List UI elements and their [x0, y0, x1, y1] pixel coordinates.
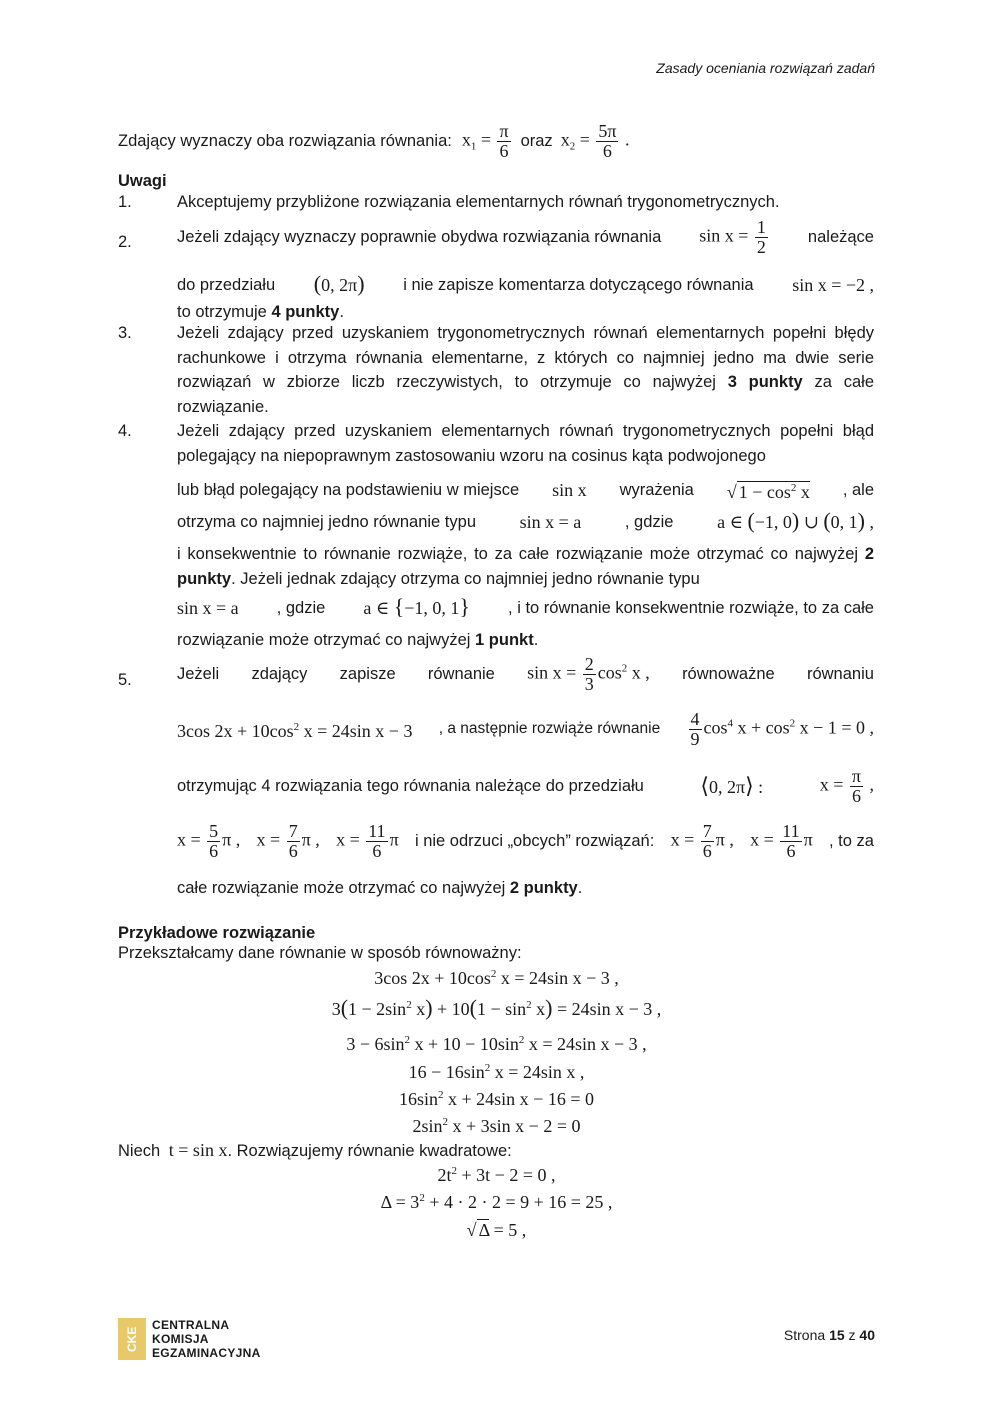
eq-delta: $\Delta = 3^2 + 4 \cdot 2 \cdot 2 = 9 + 16 = 25$ ,	[380, 1192, 613, 1212]
formula-sinx-two-thirds-cos2: sin x = $\frac{2}{3}$ $\cos^2 x$ ,	[527, 654, 650, 694]
remark-4-p6-text: rozwiązanie może otrzymać co najwyżej	[177, 631, 471, 649]
remark-5-line4	[177, 822, 874, 861]
remark-4-p5	[177, 595, 874, 621]
eq-step-1: 3cos $2x + 10\cos^2$ x = 24sin x − 3 ,	[374, 968, 619, 988]
formula-x2: $x_2$ = $\frac{5\pi}{6}$ .	[560, 121, 630, 161]
remark-5-w2: zdający	[251, 665, 308, 684]
remark-5-line2-text: , a następnie rozwiąże równanie	[438, 720, 661, 738]
remark-5-line3-text: otrzymując 4 rozwiązania tego równania należące do przedziału	[177, 777, 644, 796]
remarks-title: Uwagi	[118, 172, 167, 190]
formula-x-pi-6: x = $\frac{\pi}{6}$ ,	[819, 766, 874, 806]
formula-closed-interval: ⟨0, 2π⟩ :	[700, 772, 764, 798]
eq-step-2: $3(1 - 2\sin^2$ $x) + 10(1 - \sin^2 x) = 24\sin$ x − 3 ,	[331, 995, 662, 1020]
remark-5-number: 5.	[118, 671, 132, 689]
remark-4-p5-end: , i to równanie konsekwentnie rozwiąże, to za całe	[508, 598, 874, 617]
formula-x-7pi-6: x = $\frac{7}{6}$ π ,	[256, 821, 320, 861]
cke-logo-text	[152, 1318, 261, 1360]
remark-5-line5-text: całe rozwiązanie może otrzymać co najwyżej	[177, 879, 506, 897]
formula-x-11pi-6: x = $\frac{11}{6}$ π	[336, 821, 399, 861]
remark-4-p1: Jeżeli zdający przed uzyskaniem elementarnych równań trygonometrycznych popełni błąd polegający na niepoprawnym zastosowaniu wzoru na cosinus kąta podwojonego	[177, 422, 874, 465]
remark-5-points: 2 punkty	[509, 879, 578, 897]
remark-4-p3-start: otrzyma co najmniej jedno równanie typu	[177, 512, 476, 531]
formula-sinx-a: sin x = a	[519, 511, 582, 532]
remark-2-number: 2.	[118, 233, 132, 251]
formula-x1: $x_1$ = $\frac{\pi}{6}$	[461, 121, 509, 161]
formula-sinx-minus2: sin x = −2 ,	[792, 274, 874, 295]
remark-2-line1	[177, 218, 874, 257]
remark-4-p5-mid: , gdzie	[276, 598, 326, 617]
remark-4-p2	[177, 476, 874, 505]
remark-5-w5: równoważne	[682, 665, 775, 684]
remark-5-line2	[177, 710, 874, 749]
formula-t-sinx: t = sin x	[168, 1140, 228, 1160]
formula-sinx: sin x	[552, 480, 587, 500]
remark-2-line2	[177, 272, 874, 298]
cke-logo-mark: CKE	[118, 1318, 146, 1360]
substitution-text: . Rozwiązujemy równanie kwadratowe:	[227, 1142, 512, 1160]
remark-5-line4-end: , to za	[828, 832, 874, 851]
remark-3-points: 3 punkty	[727, 373, 803, 391]
solution-intro: Przekształcamy dane równanie w sposób równoważny:	[118, 944, 522, 962]
logo-line-2: KOMISJA	[152, 1332, 209, 1346]
eq-step-6: $2\sin^2$ x + 3sin x − 2 = 0	[412, 1116, 581, 1136]
remark-5-line1	[177, 655, 874, 694]
formula-sqrt-1-cos2x: √ $1 - \cos^2 x$	[726, 482, 810, 502]
page-total: 40	[859, 1327, 875, 1343]
remark-4-points-1: 1 punkt	[475, 631, 534, 649]
formula-sinx-a-2: sin x = a	[177, 597, 239, 618]
remark-1-text: Akceptujemy przybliżone rozwiązania elementarnych równań trygonometrycznych.	[177, 193, 780, 211]
page-sep: z	[848, 1327, 856, 1343]
remark-2-line3: to otrzymuje 4 punkty.	[177, 303, 344, 321]
remark-4-p4-end: . Jeżeli jednak zdający otrzyma co najmniej jedno równanie typu	[231, 569, 700, 588]
eq-step-5: $16\sin^2$ x + 24sin x − 16 = 0	[399, 1089, 594, 1109]
remark-3-number: 3.	[118, 324, 132, 342]
logo-line-1: CENTRALNA	[152, 1318, 230, 1332]
remark-4-points-2: 2 punkty	[177, 545, 874, 588]
remark-2-line1-end: należące	[807, 228, 874, 247]
remark-1-number: 1.	[118, 193, 132, 211]
remark-4-p2-start: lub błąd polegający na podstawieniu w miejsce	[177, 481, 520, 499]
remark-2-line2-mid: i nie zapisze komentarza dotyczącego równania	[403, 275, 754, 294]
remark-5-w3: zapisze	[339, 665, 396, 684]
intro-oraz: oraz	[520, 131, 553, 150]
page-header-title: Zasady oceniania rozwiązań zadań	[656, 60, 875, 76]
remark-4-number: 4.	[118, 422, 132, 440]
page-number	[784, 1327, 875, 1343]
remark-5-w6: równaniu	[806, 665, 874, 684]
eq-step-3: $3 - 6\sin^2$ $x + 10 - 10\sin^2$ x = 24sin x − 3 ,	[346, 1034, 647, 1054]
remark-4-p2-end: , ale	[842, 481, 874, 499]
remark-5-line4-text: i nie odrzuci „obcych” rozwiązań:	[414, 832, 655, 851]
remark-2-line1-text: Jeżeli zdający wyznaczy poprawnie obydwa rozwiązania równania	[177, 228, 662, 247]
formula-cos4-equation: $\frac{4}{9}$ $\cos^4 x + \cos^2 x - 1 = 0$ ,	[690, 709, 874, 749]
page-current: 15	[829, 1327, 845, 1343]
formula-x-11pi-6-b: x = $\frac{11}{6}$ π	[750, 821, 813, 861]
remark-3-body: Jeżeli zdający przed uzyskaniem trygonometrycznych równań elementarnych popełni błędy rachunkowe i otrzyma równania elementarne, z których co najmniej jedno ma dwie serie rozwiązań w zbiorze liczb rzeczywistych, to otrzymuje co najwyżej	[177, 324, 874, 391]
remark-3-end: za całe rozwiązanie.	[177, 373, 874, 416]
remark-4-p3	[177, 509, 874, 535]
remark-3-text	[177, 321, 874, 419]
remark-4-p2-mid: wyrażenia	[619, 481, 694, 499]
remark-5-line3	[177, 767, 874, 806]
remark-2-points: 4 punkty	[271, 303, 340, 321]
formula-sinx-half: sin x = $\frac{1}{2}$	[699, 217, 766, 257]
substitution-line	[118, 1140, 512, 1161]
remark-2-line3-text: to otrzymuje	[177, 303, 267, 321]
formula-x-7pi-6-b: x = $\frac{7}{6}$ π ,	[670, 821, 734, 861]
remark-4-p3-mid: , gdzie	[624, 512, 674, 531]
eq-sqrt-delta: √ Δ = 5 ,	[466, 1220, 527, 1240]
remark-5-line5: całe rozwiązanie może otrzymać co najwyżej 2 punkty.	[177, 879, 583, 897]
formula-main-equation: 3cos $2x + 10\cos^2$ x = 24sin x − 3	[177, 721, 413, 742]
eq-quadratic: $2t^2 + 3t - 2 = 0$ ,	[437, 1165, 556, 1185]
remark-4-p6: rozwiązanie może otrzymać co najwyżej 1 punkt.	[177, 631, 539, 649]
remark-5-w4: równanie	[427, 665, 495, 684]
page-prefix: Strona	[783, 1327, 826, 1343]
eq-step-4: $16 - 16\sin^2$ x = 24sin x ,	[408, 1062, 585, 1082]
remark-4-p4	[177, 542, 874, 591]
formula-a-in-intervals: a ∈ (−1, 0) ∪ (0, 1) ,	[717, 508, 874, 533]
remark-2-line2-start: do przedziału	[177, 275, 276, 294]
solution-title: Przykładowe rozwiązanie	[118, 924, 316, 942]
formula-interval-0-2pi: (0, 2π)	[313, 271, 365, 296]
remark-5-w1: Jeżeli	[177, 665, 220, 684]
remark-4-p4-text: i konsekwentnie to równanie rozwiąże, to za całe rozwiązanie może otrzymać co najwyżej	[177, 545, 859, 563]
cke-logo	[118, 1318, 261, 1360]
formula-a-in-set: a ∈ {−1, 0, 1}	[363, 594, 470, 619]
intro-line	[118, 122, 629, 161]
intro-text: Zdający wyznaczy oba rozwiązania równania:	[118, 131, 452, 150]
logo-line-3: EGZAMINACYJNA	[152, 1346, 261, 1360]
formula-x-5pi-6: x = $\frac{5}{6}$ π ,	[177, 821, 241, 861]
substitution-label: Niech	[118, 1142, 161, 1160]
